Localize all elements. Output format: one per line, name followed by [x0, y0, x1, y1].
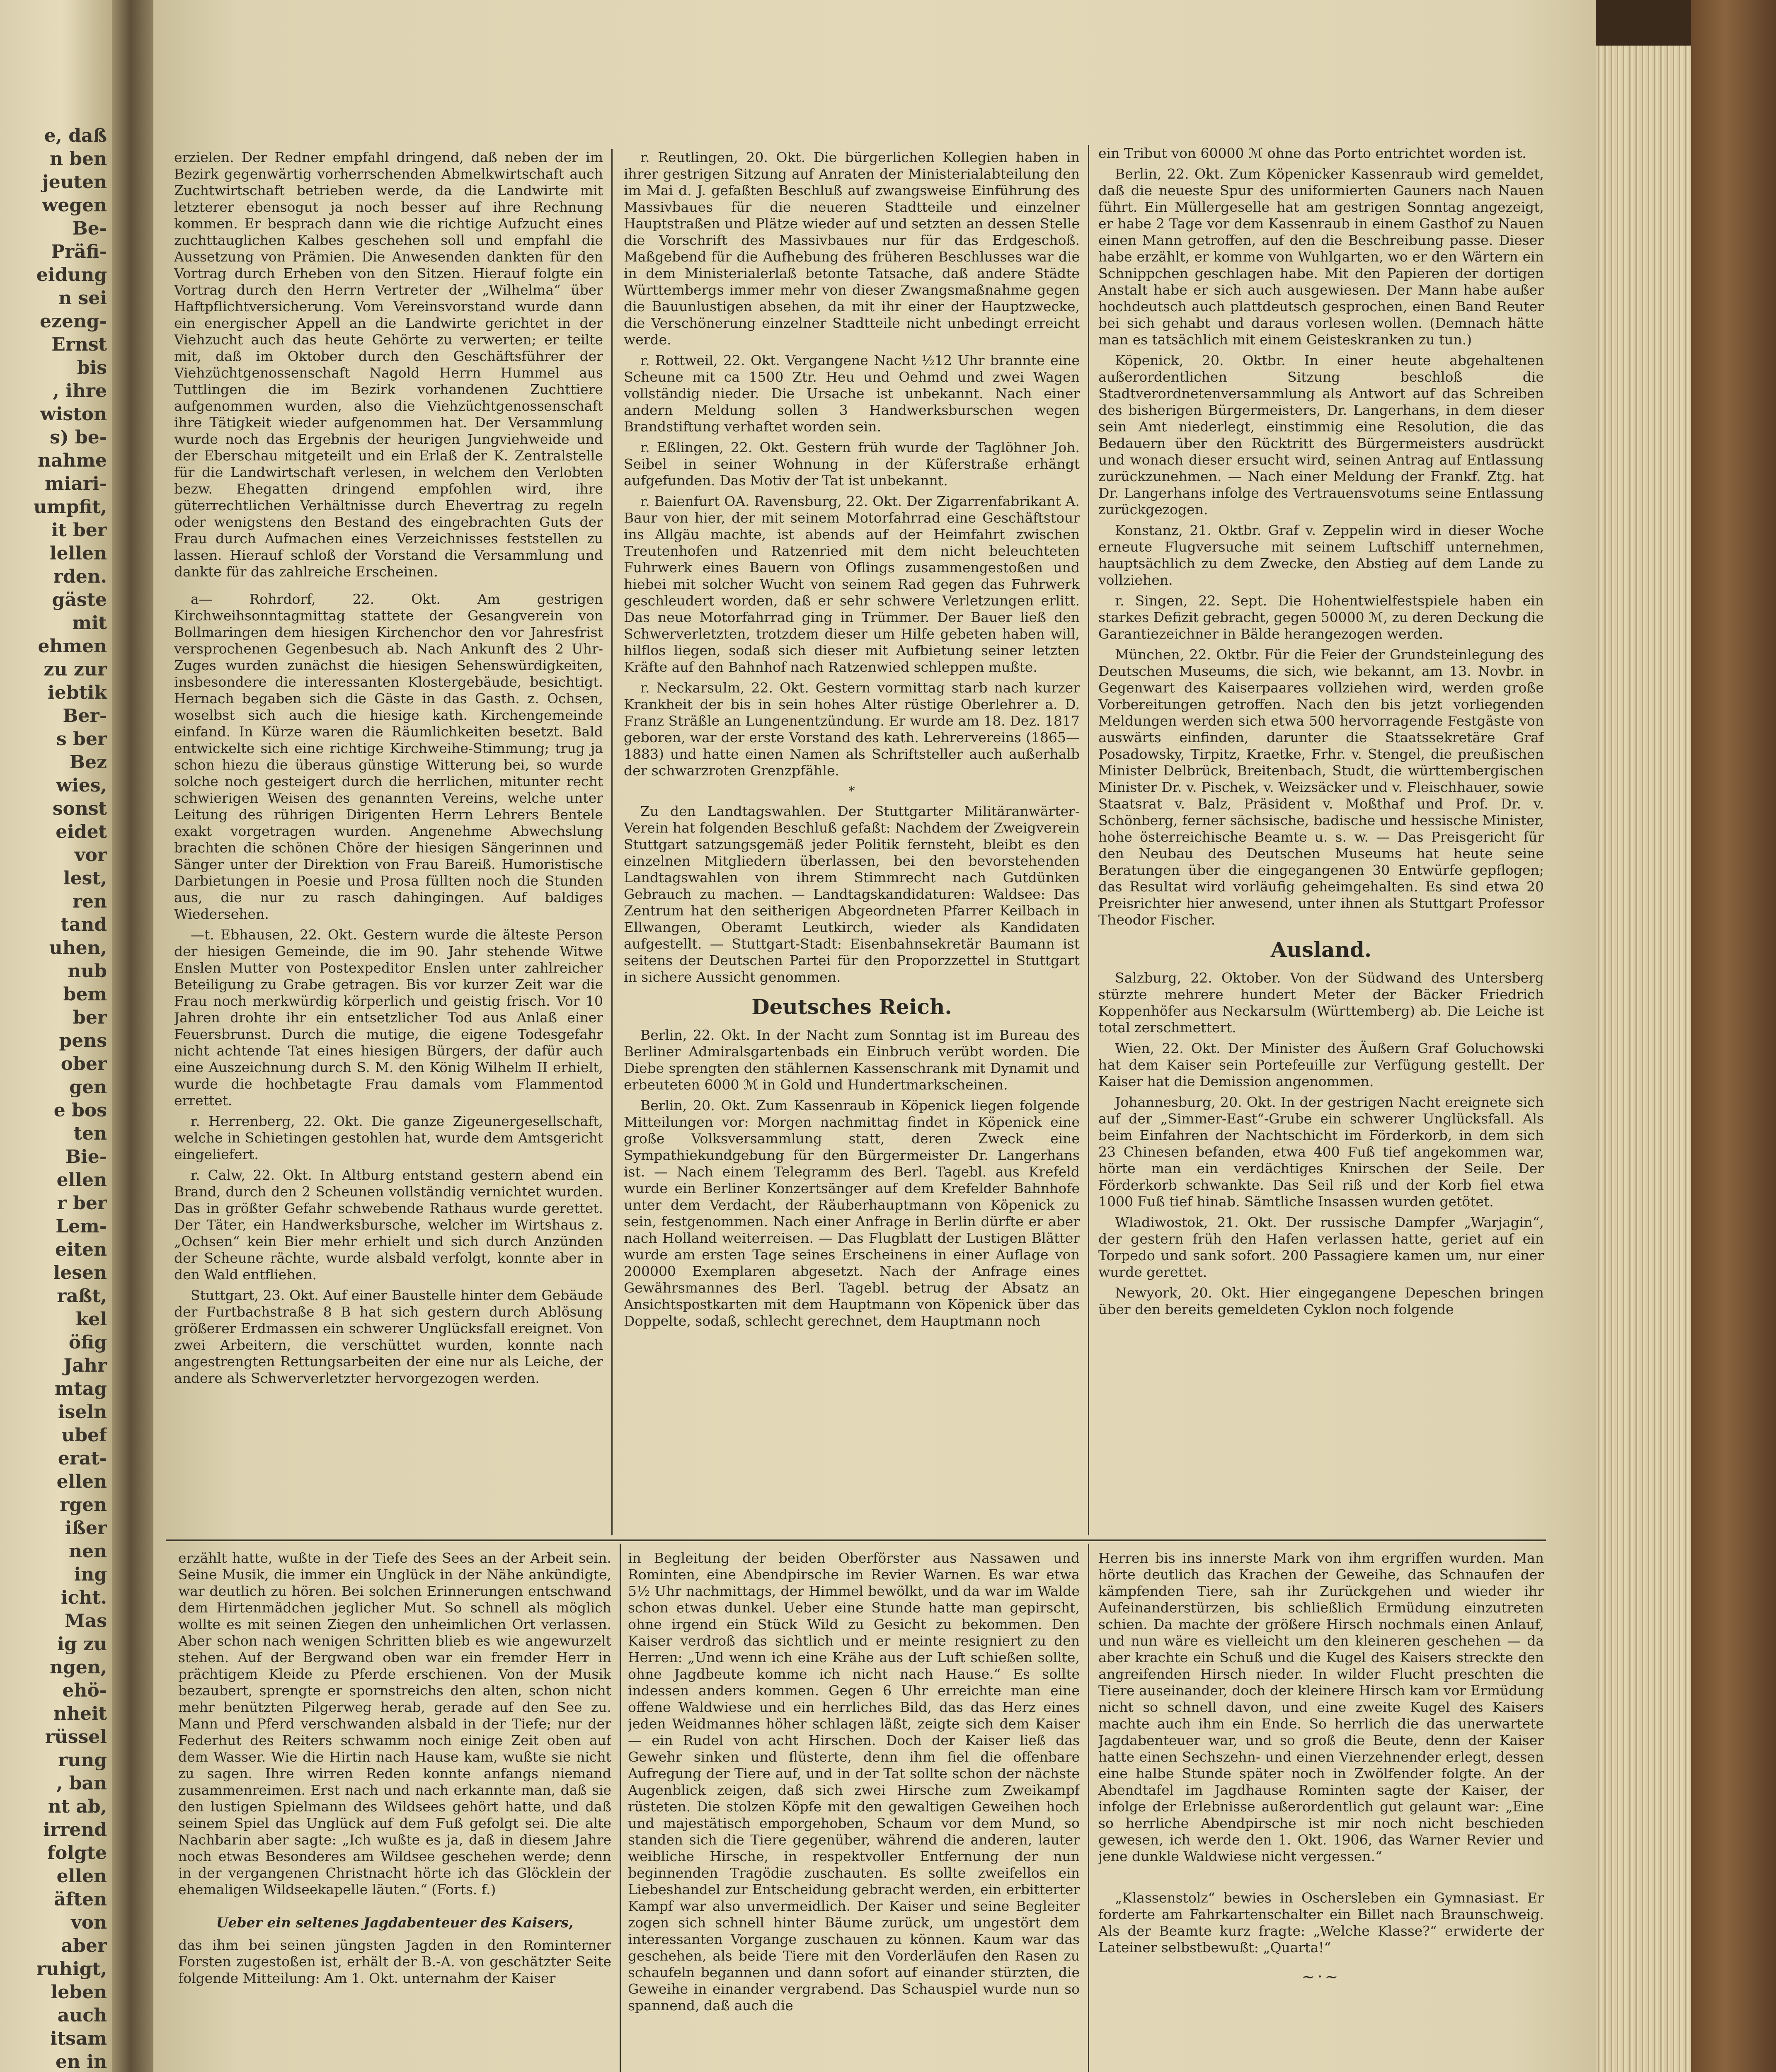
left-page-line: ing: [74, 1564, 107, 1585]
left-page-line: iebtik: [48, 682, 107, 703]
left-page-line: , ihre: [53, 380, 107, 402]
col1-paragraph-3: —t. Ebhausen, 22. Okt. Gestern wurde die älteste Person der hiesigen Gemeinde, die im 90. Jahr stehende Witwe Enslen Mutter von Postexpeditor Enslen unter zahlreicher Beteiligung zu Grabe getragen. Bis vor kurzer Zeit war die Frau noch merkwürdig körperlich und geistig frisch. Vor 10 Jahren drohte ihr ein entsetzlicher Tod aus Anlaß einer Feuersbrunst. Durch die mutige, die eigene Todesgefahr nicht achtende Tat eines hiesigen Bürgers, der dafür auch eine Auszeichnung durch S. M. den König Wilhelm II erhielt, wurde die hochbetagte Frau damals vom Flammentod errettet.: [174, 927, 603, 1109]
left-page-line: r ber: [57, 1193, 107, 1214]
left-page-line: n sei: [58, 288, 107, 309]
section-title-deutsches-reich: Deutsches Reich.: [751, 995, 952, 1019]
col2-paragraph-7: Berlin, 22. Okt. In der Nacht zum Sonntag ist im Bureau des Berliner Admiralsgartenbads ein Einbruch verübt worden. Die Diebe sprengten den stählernen Kassenschrank mit Dynamit und erbeuteten 6000 ℳ in Gold und Hundertmarkscheinen.: [624, 1027, 1080, 1093]
left-page-line: Be-: [72, 218, 107, 239]
left-page-line: it ber: [51, 520, 107, 541]
left-page-line: Ernst: [51, 334, 107, 355]
left-page-line: vor: [74, 845, 107, 866]
col2-paragraph-8: Berlin, 20. Okt. Zum Kassenraub in Köpenick liegen folgende Mitteilungen vor: Morgen nachmittag findet in Köpenick eine große Volksversammlung statt, deren Zweck eine Sympathiekundgebung für den Bürgermeister Dr. Langerhans ist. — Nach einem Telegramm des Berl. Tagebl. aus Krefeld wurde ein Berliner Konzertsänger auf dem Krefelder Bahnhofe unter dem Verdacht, der Räuberhauptmann von Köpenick zu sein, festgenommen. Nach einer Anfrage in Berlin dürfte er aber nach Holland weiterreisen. — Das Flugblatt der Lustigen Blätter wurde am ersten Tage seines Erscheinens in einer Auflage von 200000 Exemplaren abgesetzt. Nach der Anfrage eines Gewährsmannes des Berl. Tagebl. betrug der Absatz an Ansichtspostkarten mit dem Hauptmann von Köpenick über das Doppelte, sodaß, schlecht gerechnet, dem Hauptmann noch: [624, 1097, 1080, 1329]
left-page-line: ehmen: [38, 636, 107, 657]
left-page-line: mit: [72, 612, 107, 634]
col3-paragraph-5: r. Singen, 22. Sept. Die Hohentwielfestspiele haben ein starkes Defizit gebracht, gegen 50000 ℳ, zu deren Deckung die Garantiezeichner in Bälde herangezogen werden.: [1098, 593, 1544, 642]
left-page-line: wegen: [42, 195, 107, 216]
left-page-line: e bos: [53, 1100, 107, 1121]
left-page-line: ellen: [56, 1471, 107, 1492]
col1-paragraph-2: a— Rohrdorf, 22. Okt. Am gestrigen Kirchweihsonntagmittag stattete der Gesangverein von Bollmaringen dem hiesigen Kirchenchor den vor Jahresfrist versprochenen Gegenbesuch ab. Nach Ankunft des 2 Uhr-Zuges wurden zunächst die hiesigen Sehenswürdigkeiten, insbesondere die interessanten Klostergebäude, besichtigt. Hernach begaben sich die Gäste in das Gasth. z. Ochsen, woselbst sich auch die hiesige kath. Kirchengemeinde einfand. In Kürze waren die Räumlichkeiten besetzt. Bald entwickelte sich eine richtige Kirchweihe-Stimmung; trug ja schon hiezu die überaus günstige Witterung bei, so wurde solche noch gesteigert durch die herrlichen, mitunter recht schwierigen Weisen des genannten Vereins, welche unter Leitung des rührigen Dirigenten Herrn Lehrers Bentele exakt vorgetragen wurden. Angenehme Abwechslung brachten die schönen Chöre der hiesigen Sängerinnen und Sänger unter der Direktion von Frau Bareiß. Humoristische Darbietungen in Poesie und Prosa füllten noch die Stunden aus, die nur zu rasch dahingingen. Auf baldiges Wiedersehen.: [174, 591, 603, 922]
left-page-line: lest,: [63, 868, 107, 889]
left-page-line: auch: [57, 2005, 107, 2026]
left-page-line: aber: [61, 1935, 107, 1956]
col2-paragraph-2: r. Rottweil, 22. Okt. Vergangene Nacht ½12 Uhr brannte eine Scheune mit ca 1500 Ztr. Heu und Oehmd und zwei Wagen vollständig nieder. Die Ursache ist unbekannt. Nach einer andern Meldung sollen 3 Handwerksburschen wegen Brandstiftung verhaftet worden sein.: [624, 352, 1080, 435]
left-page-line: nahme: [37, 450, 107, 471]
left-page-line: ruhigt,: [36, 1958, 107, 1980]
left-page-line: Lem-: [56, 1216, 107, 1237]
left-page-line: öfig: [68, 1332, 107, 1353]
left-page-line: wiston: [40, 404, 107, 425]
left-page-line: wies,: [56, 775, 107, 796]
left-page-line: eidet: [56, 821, 107, 842]
left-page-line: umpfit,: [34, 496, 107, 518]
left-page-line: rung: [58, 1750, 107, 1771]
column-3: [1098, 145, 1544, 1533]
left-page-line: ezeng-: [40, 311, 107, 332]
left-page-line: bem: [63, 984, 107, 1005]
left-page-line: ißer: [65, 1518, 107, 1539]
col3-paragraph-3: Köpenick, 20. Oktbr. In einer heute abgehaltenen außerordentlichen Sitzung beschloß die Stadtverordnetenversammlung als Antwort auf das Schreiben des bisherigen Bürgermeisters, Dr. Langerhans, in dem dieser sein Amt niederlegt, einstimmig eine Resolution, die das Bedauern über den Rücktritt des Bürgermeisters ausdrückt und wonach dieser ersucht wird, seinen Antrag auf Entlassung zurückzunehmen. — Nach einer Meldung der Frankf. Ztg. hat Dr. Langerhans infolge des Vertrauensvotums seine Entlassung zurückgezogen.: [1098, 352, 1544, 518]
column-rule-2: [1088, 145, 1089, 1535]
column-rule-4: [1088, 1544, 1089, 2072]
separator-star: *: [848, 784, 855, 799]
col2-paragraph-3: r. Eßlingen, 22. Okt. Gestern früh wurde der Taglöhner Joh. Seibel in seiner Wohnung in der Küferstraße erhängt aufgefunden. Das Motiv der Tat ist unbekannt.: [624, 439, 1080, 489]
col3-paragraph-11: Newyork, 20. Okt. Hier eingegangene Depeschen bringen über den bereits gemeldeten Cyklon noch folgende: [1098, 1285, 1544, 1317]
col3-paragraph-1: ein Tribut von 60000 ℳ ohne das Porto entrichtet worden ist.: [1098, 145, 1526, 161]
left-page-line: n ben: [49, 148, 107, 169]
col1-paragraph-6: Stuttgart, 23. Okt. Auf einer Baustelle hinter dem Gebäude der Furtbachstraße 8 B hat sich gestern durch Ablösung größerer Erdmassen ein schwerer Unglücksfall ereignet. Von zwei Arbeitern, die verschüttet wurden, konnte nach angestrengten Rettungsarbeiten der eine nur als Leiche, der andere als Schwerverletzter hervorgezogen werden.: [174, 1287, 603, 1386]
left-page-line: folgte: [47, 1842, 107, 1864]
feuilleton-paragraph-2: das ihm bei seinen jüngsten Jagden in den Rominterner Forsten zugestoßen ist, erhält der B.-A. von geschätzter Seite folgende Mitteilung: Am 1. Okt. unternahm der Kaiser: [178, 1937, 611, 1986]
left-page-line: gen: [69, 1077, 107, 1098]
col2-paragraph-6: Zu den Landtagswahlen. Der Stuttgarter Militäranwärter-Verein hat folgenden Beschluß gefaßt: Nachdem der Zweigverein Stuttgart satzungsgemäß jeder Politik fernsteht, bleibt es den einzelnen Mitgliedern überlassen, bei den bevorstehenden Landtagswahlen von ihrem Stimmrecht nach Gutdünken Gebrauch zu machen. — Landtagskandidaturen: Waldsee: Das Zentrum hat den seitherigen Abgeordneten Pfarrer Keilbach in Ellwangen, Oberamt Leutkirch, wieder als Kandidaten aufgestellt. — Stuttgart-Stadt: Eisenbahnsekretär Baumann ist seitens der Deutschen Partei für den Proporzzettel in Stuttgart in sichere Aussicht genommen.: [624, 803, 1080, 985]
left-page-line: raßt,: [57, 1285, 107, 1307]
closing-ornament: ~·~: [1301, 1968, 1341, 1986]
col2-paragraph-5: r. Neckarsulm, 22. Okt. Gestern vormittag starb nach kurzer Krankheit der bis in sein hohes Alter rüstige Oberlehrer a. D. Franz Sträßle an Lungenentzündung. Er wurde am 18. Dez. 1817 geboren, war der erste Vorstand des kath. Lehrervereins (1865—1883) und hatte einen Namen als Schriftsteller auch außerhalb der schwarzroten Grenzpfähle.: [624, 680, 1080, 779]
left-page-line: bis: [77, 357, 107, 378]
feuilleton-paragraph-1: erzählt hatte, wußte in der Tiefe des Sees an der Arbeit sein. Seine Musik, die immer ein Unglück in der Nähe ankündigte, war deutlich zu hören. Bei solchen Erinnerungen entschwand dem Hirtenmädchen jeglicher Mut. So schnell als möglich wollte es mit seinen Ziegen den unheimlichen Ort verlassen. Aber schon nach wenigen Schritten blieb es wie angewurzelt stehen. Auf der Bergwand oben war ein fremder Herr in prächtigem Kleide zu Pferde erschienen. Von der Musik bezaubert, sprengte er spornstreichs den alten, schon nicht mehr benützten Pilgerweg herab, gerade auf den See zu. Mann und Pferd verschwanden alsbald in der Tiefe; nur der Federhut des Reiters schwamm noch einige Zeit oben auf dem Wasser. Wie die Hirtin nach Hause kam, wußte sie nicht zu sagen. Ihre wirren Reden konnte anfangs niemand zusammenreimen. Erst nach und nach erkannte man, daß sie den lustigen Spielmann des Wildsees gehört hatte, und daß seinem Spiel das Unglück auf dem Fuß gefolgt sei. Die alte Nachbarin aber sagte: „Ich wußte es ja, daß in diesem Jahre noch etwas Besonderes am Wildsee geschehen werde; denn in der vergangenen Christnacht hörte ich das Glöcklein der ehemaligen Wildseekapelle läuten.“ (Forts. f.): [178, 1550, 611, 1898]
left-page-line: zu zur: [44, 659, 107, 680]
col3-paragraph-10: Wladiwostok, 21. Okt. Der russische Dampfer „Warjagin“, der gestern früh den Hafen verlassen hatte, geriet auf ein Torpedo und sank sofort. 200 Passagiere kamen um, nur einer wurde gerettet.: [1098, 1214, 1544, 1280]
left-page-line: pens: [59, 1030, 107, 1051]
left-page-line: Mas: [65, 1610, 107, 1631]
left-page-line: s ber: [56, 729, 107, 750]
left-page-line: lellen: [49, 543, 107, 564]
left-page-line: ngen,: [49, 1657, 107, 1678]
feuilleton-column-b: [628, 1550, 1080, 2072]
left-page-line: nub: [68, 961, 107, 982]
left-page-line: tand: [61, 914, 107, 935]
left-page-line: ten: [73, 1123, 107, 1144]
left-page-line: äften: [54, 1889, 107, 1910]
left-page-line: lesen: [53, 1262, 107, 1283]
left-page-line: , ban: [56, 1773, 107, 1794]
left-page-line: ber: [73, 1007, 107, 1028]
left-page-line: Präfi-: [51, 241, 107, 262]
col1-paragraph-4: r. Herrenberg, 22. Okt. Die ganze Zigeunergesellschaft, welche in Schietingen gestohlen hat, wurde dem Amtsgericht eingeliefert.: [174, 1113, 603, 1162]
left-page-line: ig zu: [57, 1634, 107, 1655]
left-page-line: jeuten: [42, 172, 107, 193]
left-page-line: ren: [72, 891, 107, 912]
left-page-line: iseln: [58, 1402, 107, 1423]
left-page-line: sonst: [52, 798, 107, 819]
left-page-line: nheit: [53, 1703, 107, 1724]
feuilleton-paragraph-3: in Begleitung der beiden Oberförster aus Nassawen und Rominten, eine Abendpirsche im Revier Warnen. Es war etwa 5½ Uhr nachmittags, der Himmel bewölkt, und da war im Walde schon etwas dunkel. Ueber eine Stunde hatte man gepirscht, ohne irgend ein Stück Wild zu Gesicht zu bekommen. Den Kaiser verdroß das sichtlich und er meinte resigniert zu den Herren: „Und wenn ich eine Krähe aus der Luft schießen sollte, ohne Jagdbeute komme ich nicht nach Hause.“ Es sollte indessen anders kommen. Gegen 6 Uhr erreichte man eine offene Waldwiese und ein herrliches Bild, das das Herz eines jeden Weidmannes höher schlagen läßt, zeigte sich dem Kaiser — ein Rudel von acht Hirschen. Doch der Kaiser ließ das Gewehr sinken und flüsterte, denn ihm fiel die offenbare Aufregung der Tiere auf, und in der Tat sollte schon der nächste Augenblick zeigen, daß sich zwei Hirsche zum Zweikampf rüsteten. Die stolzen Köpfe mit den gewaltigen Geweihen hoch und majestätisch emporgehoben, Schaum vor dem Mund, so standen sich die Tiere gegenüber, während die anderen, lauter weibliche Hirsche, in respektvoller Entfernung der nun beginnenden Tragödie zuschauten. Es sollte zweifellos ein Liebeshandel zur Entscheidung gebracht werden, ein erbitterter Kampf war also unvermeidlich. Der Kaiser und seine Begleiter zogen sich schnell hinter Bäume zurück, um ungestört dem interessanten Vorgange zuschauen zu können. Kaum war das geschehen, als beide Tiere mit den Vorderläufen den Rasen zu schaufeln begannen und dann sofort auf einander stürzten, die Geweihe in einander vergrabend. Das Schauspiel wurde nun so spannend, daß auch die: [628, 1550, 1080, 2014]
feuilleton-paragraph-5: „Klassenstolz“ bewies in Oschersleben ein Gymnasiast. Er forderte am Fahrkartenschalter ein Billet nach Braunschweig. Als der Beamte kurz fragte: „Welche Klasse?“ erwiderte der Lateiner selbstbewußt: „Quarta!“: [1098, 1890, 1544, 1956]
left-page-line: leben: [51, 1982, 107, 2003]
page-edges: [1596, 46, 1691, 2072]
column-rule-1: [611, 149, 613, 1535]
left-page-line: eidung: [36, 264, 107, 286]
col1-paragraph-5: r. Calw, 22. Okt. In Altburg entstand gestern abend ein Brand, durch den 2 Scheunen vollständig vernichtet wurden. Das in größter Gefahr schwebende Rathaus wurde gerettet. Der Täter, ein Handwerksbursche, welcher im Wirtshaus z. „Ochsen“ kein Bier mehr erhielt und sich durch Anzünden der Scheune rächte, wurde alsbald verfolgt, konnte aber in den Wald entfliehen.: [174, 1167, 603, 1283]
column-2: [624, 149, 1080, 1533]
column-rule-3: [620, 1544, 621, 2072]
left-page-line: itsam: [50, 2028, 107, 2049]
left-page-line: uhen,: [49, 937, 107, 959]
left-page-line: nt ab,: [48, 1796, 107, 1817]
col3-paragraph-4: Konstanz, 21. Oktbr. Graf v. Zeppelin wird in dieser Woche erneute Flugversuche mit seinem Luftschiff unternehmen, hauptsächlich zu dem Zwecke, den Abstieg auf dem Lande zu vollziehen.: [1098, 522, 1544, 588]
left-page-line: von: [71, 1912, 107, 1933]
left-page-line: Jahr: [63, 1355, 107, 1376]
book-binding: [1691, 0, 1776, 2072]
col3-paragraph-9: Johannesburg, 20. Okt. In der gestrigen Nacht ereignete sich auf der „Simmer-East“-Grube ein schwerer Unglücksfall. Als beim Einfahren der Nachtschicht im Förderkorb, in dem sich 23 Chinesen befanden, etwa 400 Fuß tief angekommen war, hörte man ein verdächtiges Knirschen der Seile. Der Förderkorb schwankte. Das Seil riß und der Korb fiel etwa 1000 Fuß tief hinab. Sämtliche Insassen wurden getötet.: [1098, 1094, 1544, 1210]
left-page-line: rden.: [53, 566, 107, 587]
left-page-line: en in: [55, 2051, 107, 2072]
column-1: [174, 149, 603, 1533]
feuilleton-column-c: [1098, 1550, 1544, 2072]
left-page-line: rgen: [60, 1494, 107, 1515]
left-page-line: mtag: [54, 1378, 107, 1399]
left-page-line: s) be-: [50, 427, 107, 448]
col2-paragraph-4: r. Baienfurt OA. Ravensburg, 22. Okt. Der Zigarrenfabrikant A. Baur von hier, der mit seinem Motorfahrrad eine Geschäftstour ins Allgäu machte, ist abends auf der Heimfahrt zwischen Treutenhofen und Ratzenried mit dem nicht beleuchteten Fuhrwerk eines Bauern von Oflings zusammengestoßen und hiebei mit solcher Wucht von seinem Rad gegen das Fuhrwerk geschleudert worden, daß er sehr schwere Verletzungen erlitt. Das neue Motorfahrrad ging in Trümmer. Der Bauer ließ den Schwerverletzten, trotzdem dieser um Hilfe gebeten haben will, hilflos liegen, sodaß sich dieser mit Aufbietung seiner letzten Kräfte auf den Bahnhof nach Ratzenwied schleppen mußte.: [624, 493, 1080, 675]
left-page-line: e, daß: [44, 125, 107, 146]
col3-paragraph-8: Wien, 22. Okt. Der Minister des Äußern Graf Goluchowski hat dem Kaiser sein Portefeuille zur Verfügung gestellt. Der Kaiser hat die Demission angenommen.: [1098, 1040, 1544, 1089]
feuilleton-column-a: [178, 1550, 611, 2072]
left-page-line: nen: [69, 1541, 107, 1562]
col3-paragraph-2: Berlin, 22. Okt. Zum Köpenicker Kassenraub wird gemeldet, daß die neueste Spur des uniformierten Gauners nach Nauen führt. Ein Müllergeselle hat am gestrigen Sonntag angezeigt, er habe 2 Tage vor dem Kassenraub in einem Gasthof zu Nauen einen Mann getroffen, auf den die Beschreibung passe. Dieser habe erzählt, er komme von Wuhlgarten, wo er den Wärtern ein Schnippchen geschlagen habe. Mit den Papieren der dortigen Anstalt habe er sich auch ausgewiesen. Der Mann habe außer hochdeutsch auch plattdeutsch gesprochen, einen Band Reuter bei sich gehabt und daraus vorlesen wollen. (Demnach hätte man es tatsächlich mit einem Geisteskranken zu tun.): [1098, 166, 1544, 348]
book-gutter: [112, 0, 153, 2072]
left-page-line: ellen: [56, 1169, 107, 1191]
left-page-line: ellen: [56, 1866, 107, 1887]
col1-paragraph-1: erzielen. Der Redner empfahl dringend, daß neben der im Bezirk gegenwärtig vorherrschenden Abmelkwirtschaft auch Zuchtwirtschaft betrieben werde, da die Landwirte mit letzterer ebensogut ja noch besser auf ihre Rechnung kommen. Er besprach dann wie die richtige Aufzucht eines zuchttauglichen Kalbes geschehen soll und empfahl die Aussetzung von Prämien. Die Anwesenden dankten für den Vortrag durch Erheben von den Sitzen. Hierauf folgte ein Vortrag durch den Herrn Vertreter der „Wilhelma“ über Haftpflichtversicherung. Vom Vereinsvorstand wurde dann ein energischer Appell an die Landwirte gerichtet in der Viehzucht auch das heute Gehörte zu verwerten; er teilte mit, daß im Oktober durch den Geschäftsführer der Viehzüchtgenossenschaft Nagold Herrn Hummel aus Tuttlingen die im Bezirk vorhandenen Zuchttiere aufgenommen wurden, also die Viehzüchtgenossenschaft ihre Tätigkeit wieder aufgenommen hat. Der Versammlung wurde noch das Ergebnis der heurigen Jungviehweide und der Eberschau mitgeteilt und ein Erlaß der K. Zentralstelle für die Landwirtschaft verlesen, in welchem den Verlobten bezw. Ehegatten dringend empfohlen wird, ihre güterrechtlichen Verhältnisse durch Ehevertrag zu regeln oder wenigstens den Bestand des eingebrachten Guts der Frau durch Aufmachen eines Verzeichnisses feststellen zu lassen. Hierauf schloß der Vorstand die Versammlung und dankte für das zahlreiche Erscheinen.: [174, 149, 603, 580]
left-page-line: miari-: [45, 473, 107, 494]
left-page-line: Bie-: [65, 1146, 107, 1167]
feuilleton-heading: Ueber ein seltenes Jagdabenteuer des Kaisers,: [216, 1915, 574, 1931]
left-page-line: erat-: [58, 1448, 107, 1469]
left-page-line: eiten: [55, 1239, 107, 1260]
left-page-line: Bez: [69, 752, 107, 773]
left-page-line: gäste: [52, 589, 107, 610]
feuilleton-paragraph-4: Herren bis ins innerste Mark von ihm ergriffen wurden. Man hörte deutlich das Krachen der Geweihe, das Schnaufen der kämpfenden Tiere, sah ihr Zurückgehen und wieder ihr Aufeinanderstürzen, bis schließlich Ermüdung einzutreten schien. Da machte der größere Hirsch nochmals einen Anlauf, und nun wäre es vielleicht um den kleineren geschehen — da aber krachte ein Schuß und die Kugel des Kaisers streckte den angreifenden Hirsch nieder. In wilder Flucht preschten die Tiere auseinander, doch der kleinere Hirsch kam vor Ermüdung nicht so schnell davon, und eine zweite Kugel des Kaisers machte auch ihm ein Ende. So herrlich die das unerwartete Jagdabenteuer war, und so groß die Beute, denn der Kaiser hatte einen Sechszehn- und einen Vierzehnender erlegt, dessen eine halbe Stunde später noch in Zwölfender folgte. An der Abendtafel im Jagdhause Rominten sagte der Kaiser, der infolge der Erlebnisse außerordentlich gut gelaunt war: „Eine so herrliche Abendpirsche ist mir noch nicht beschieden gewesen, ich werde den 1. Okt. 1906, das Warner Revier und jene dunkle Waldwiese nicht vergessen.“: [1098, 1550, 1544, 1864]
left-page-line: ober: [61, 1053, 107, 1075]
left-page-line: rüssel: [45, 1726, 107, 1748]
col3-paragraph-7: Salzburg, 22. Oktober. Von der Südwand des Untersberg stürzte mehrere hundert Meter der Bäcker Friedrich Koppenhöfer aus Neckarsulm (Württemberg) ab. Die Leiche ist total zerschmettert.: [1098, 970, 1544, 1036]
left-page-line: icht.: [61, 1587, 107, 1608]
left-page-line: ubef: [61, 1425, 107, 1446]
left-page-line: Ber-: [63, 705, 107, 726]
col3-paragraph-6: München, 22. Oktbr. Für die Feier der Grundsteinlegung des Deutschen Museums, die sich, wie bekannt, am 13. Novbr. in Gegenwart des Kaiserpaares vollziehen wird, werden große Vorbereitungen getroffen. Nach den bis jetzt vorliegenden Meldungen werden sich etwa 500 hervorragende Festgäste von auswärts einfinden, darunter die Staatssekretäre Graf Posadowsky, Tirpitz, Kraetke, Frhr. v. Stengel, die preußischen Minister Delbrück, Breitenbach, Studt, die württembergischen Minister Dr. v. Pischek, v. Weizsäcker und v. Fleischhauer, sowie Staatsrat v. Balz, Präsident v. Moßthaf und Prof. Dr. v. Schönberg, ferner sächsische, badische und hessische Minister, hohe österreichische Beamte u. s. w. — Das Preisgericht für den Neubau des Deutschen Museums hat heute seine Beratungen über die eingegangenen 30 Entwürfe gepflogen; das Resultat wird vorläufig geheimgehalten. Es sind etwa 20 Preisrichter hier anwesend, unter ihnen als Stuttgart Professor Theodor Fischer.: [1098, 646, 1544, 928]
left-page-line: irrend: [43, 1819, 107, 1840]
left-page-line: ehö-: [62, 1680, 107, 1701]
left-page-line: kel: [75, 1309, 107, 1330]
section-title-ausland: Ausland.: [1270, 937, 1372, 962]
col2-paragraph-1: r. Reutlingen, 20. Okt. Die bürgerlichen Kollegien haben in ihrer gestrigen Sitzung auf Anraten der Ministerialabteilung den im Mai d. J. gefaßten Beschluß auf zwangsweise Einführung des Massivbaues für die neueren Stadtteile und einzelner Hauptstraßen und Plätze wieder auf und setzten an dessen Stelle die Vorschrift des Massivbaues nur für das Erdgeschoß. Maßgebend für die Aufhebung des früheren Beschlusses war die in dem Ministerialerlaß betonte Tatsache, daß andere Städte Württembergs immer mehr von dieser Zwangsmaßnahme gegen die Bauunlustigen absehen, da mit ihr einer der Hauptzwecke, die Verschönerung einzelner Stadtteile nicht unbedingt erreicht werde.: [624, 149, 1080, 348]
left-page-fragment: [0, 0, 112, 2072]
feuilleton-rule: [166, 1539, 1546, 1541]
